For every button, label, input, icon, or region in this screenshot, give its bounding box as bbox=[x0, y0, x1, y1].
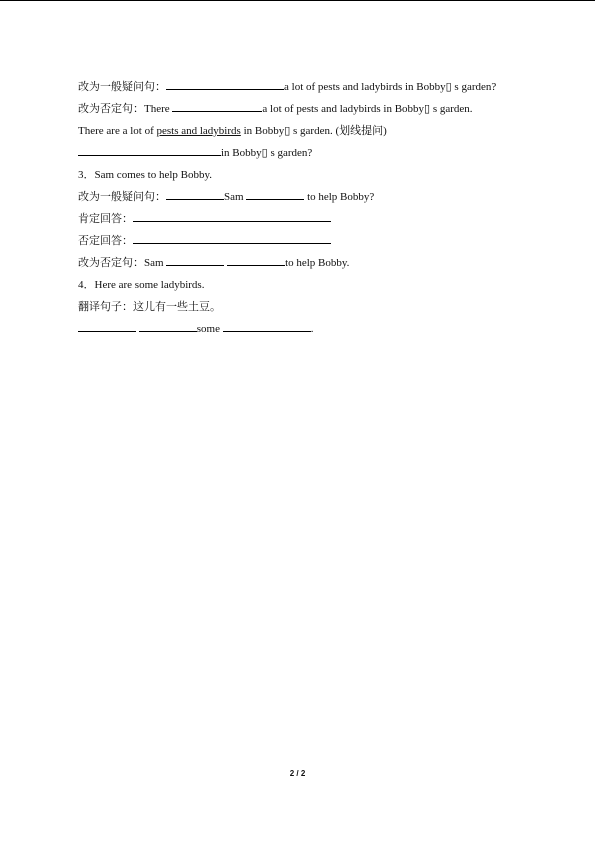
exercise-line-3 bbox=[78, 120, 548, 142]
answer-blank[interactable] bbox=[139, 320, 197, 332]
question-4-heading bbox=[78, 274, 548, 296]
answer-blank[interactable] bbox=[166, 188, 224, 200]
exercise-line-1 bbox=[78, 76, 548, 98]
exercise-line-6 bbox=[78, 186, 548, 208]
sentence-text: a lot of pests and ladybirds in Bobby▯ s garden. bbox=[262, 103, 473, 115]
exercise-line-2 bbox=[78, 98, 548, 120]
sentence-text: to help Bobby. bbox=[285, 257, 350, 269]
sentence-text: There are a lot of bbox=[78, 125, 157, 137]
instruction-text: 翻译句子：这儿有一些土豆。 bbox=[78, 301, 221, 313]
underlined-phrase: pests and ladybirds bbox=[156, 125, 241, 137]
answer-blank[interactable] bbox=[223, 320, 311, 332]
question-3-heading bbox=[78, 164, 548, 186]
top-rule bbox=[0, 0, 595, 1]
instruction-text: 改为一般疑问句： bbox=[78, 191, 166, 203]
answer-blank[interactable] bbox=[133, 232, 331, 244]
exercise-line-8 bbox=[78, 230, 548, 252]
sentence-text: some bbox=[196, 323, 223, 335]
answer-blank[interactable] bbox=[166, 78, 284, 90]
page-number: 2 / 2 bbox=[289, 769, 306, 778]
answer-blank[interactable] bbox=[246, 188, 304, 200]
instruction-text: 否定回答： bbox=[78, 235, 133, 247]
question-text: 3．Sam comes to help Bobby. bbox=[78, 169, 213, 181]
answer-blank[interactable] bbox=[78, 144, 221, 156]
answer-blank[interactable] bbox=[227, 254, 285, 266]
exercise-line-9 bbox=[78, 252, 548, 274]
sentence-text: Sam bbox=[224, 191, 247, 203]
exercise-line-11 bbox=[78, 296, 548, 318]
worksheet-content bbox=[78, 76, 548, 340]
sentence-text: in Bobby▯ s garden. (划线提问) bbox=[240, 125, 387, 137]
exercise-line-12 bbox=[78, 318, 548, 340]
sentence-text: . bbox=[310, 323, 314, 335]
instruction-text: 改为否定句：There bbox=[78, 103, 173, 115]
sentence-text: to help Bobby? bbox=[304, 191, 375, 203]
question-text: 4．Here are some ladybirds. bbox=[78, 279, 205, 291]
exercise-line-7 bbox=[78, 208, 548, 230]
sentence-text: in Bobby▯ s garden? bbox=[221, 147, 313, 159]
instruction-text: 改为否定句：Sam bbox=[78, 257, 167, 269]
answer-blank[interactable] bbox=[172, 100, 262, 112]
answer-blank[interactable] bbox=[133, 210, 331, 222]
answer-blank[interactable] bbox=[166, 254, 224, 266]
instruction-text: 肯定回答： bbox=[78, 213, 133, 225]
exercise-line-4 bbox=[78, 142, 548, 164]
sentence-text: a lot of pests and ladybirds in Bobby▯ s garden? bbox=[284, 81, 497, 93]
instruction-text: 改为一般疑问句： bbox=[78, 81, 166, 93]
answer-blank[interactable] bbox=[78, 320, 136, 332]
